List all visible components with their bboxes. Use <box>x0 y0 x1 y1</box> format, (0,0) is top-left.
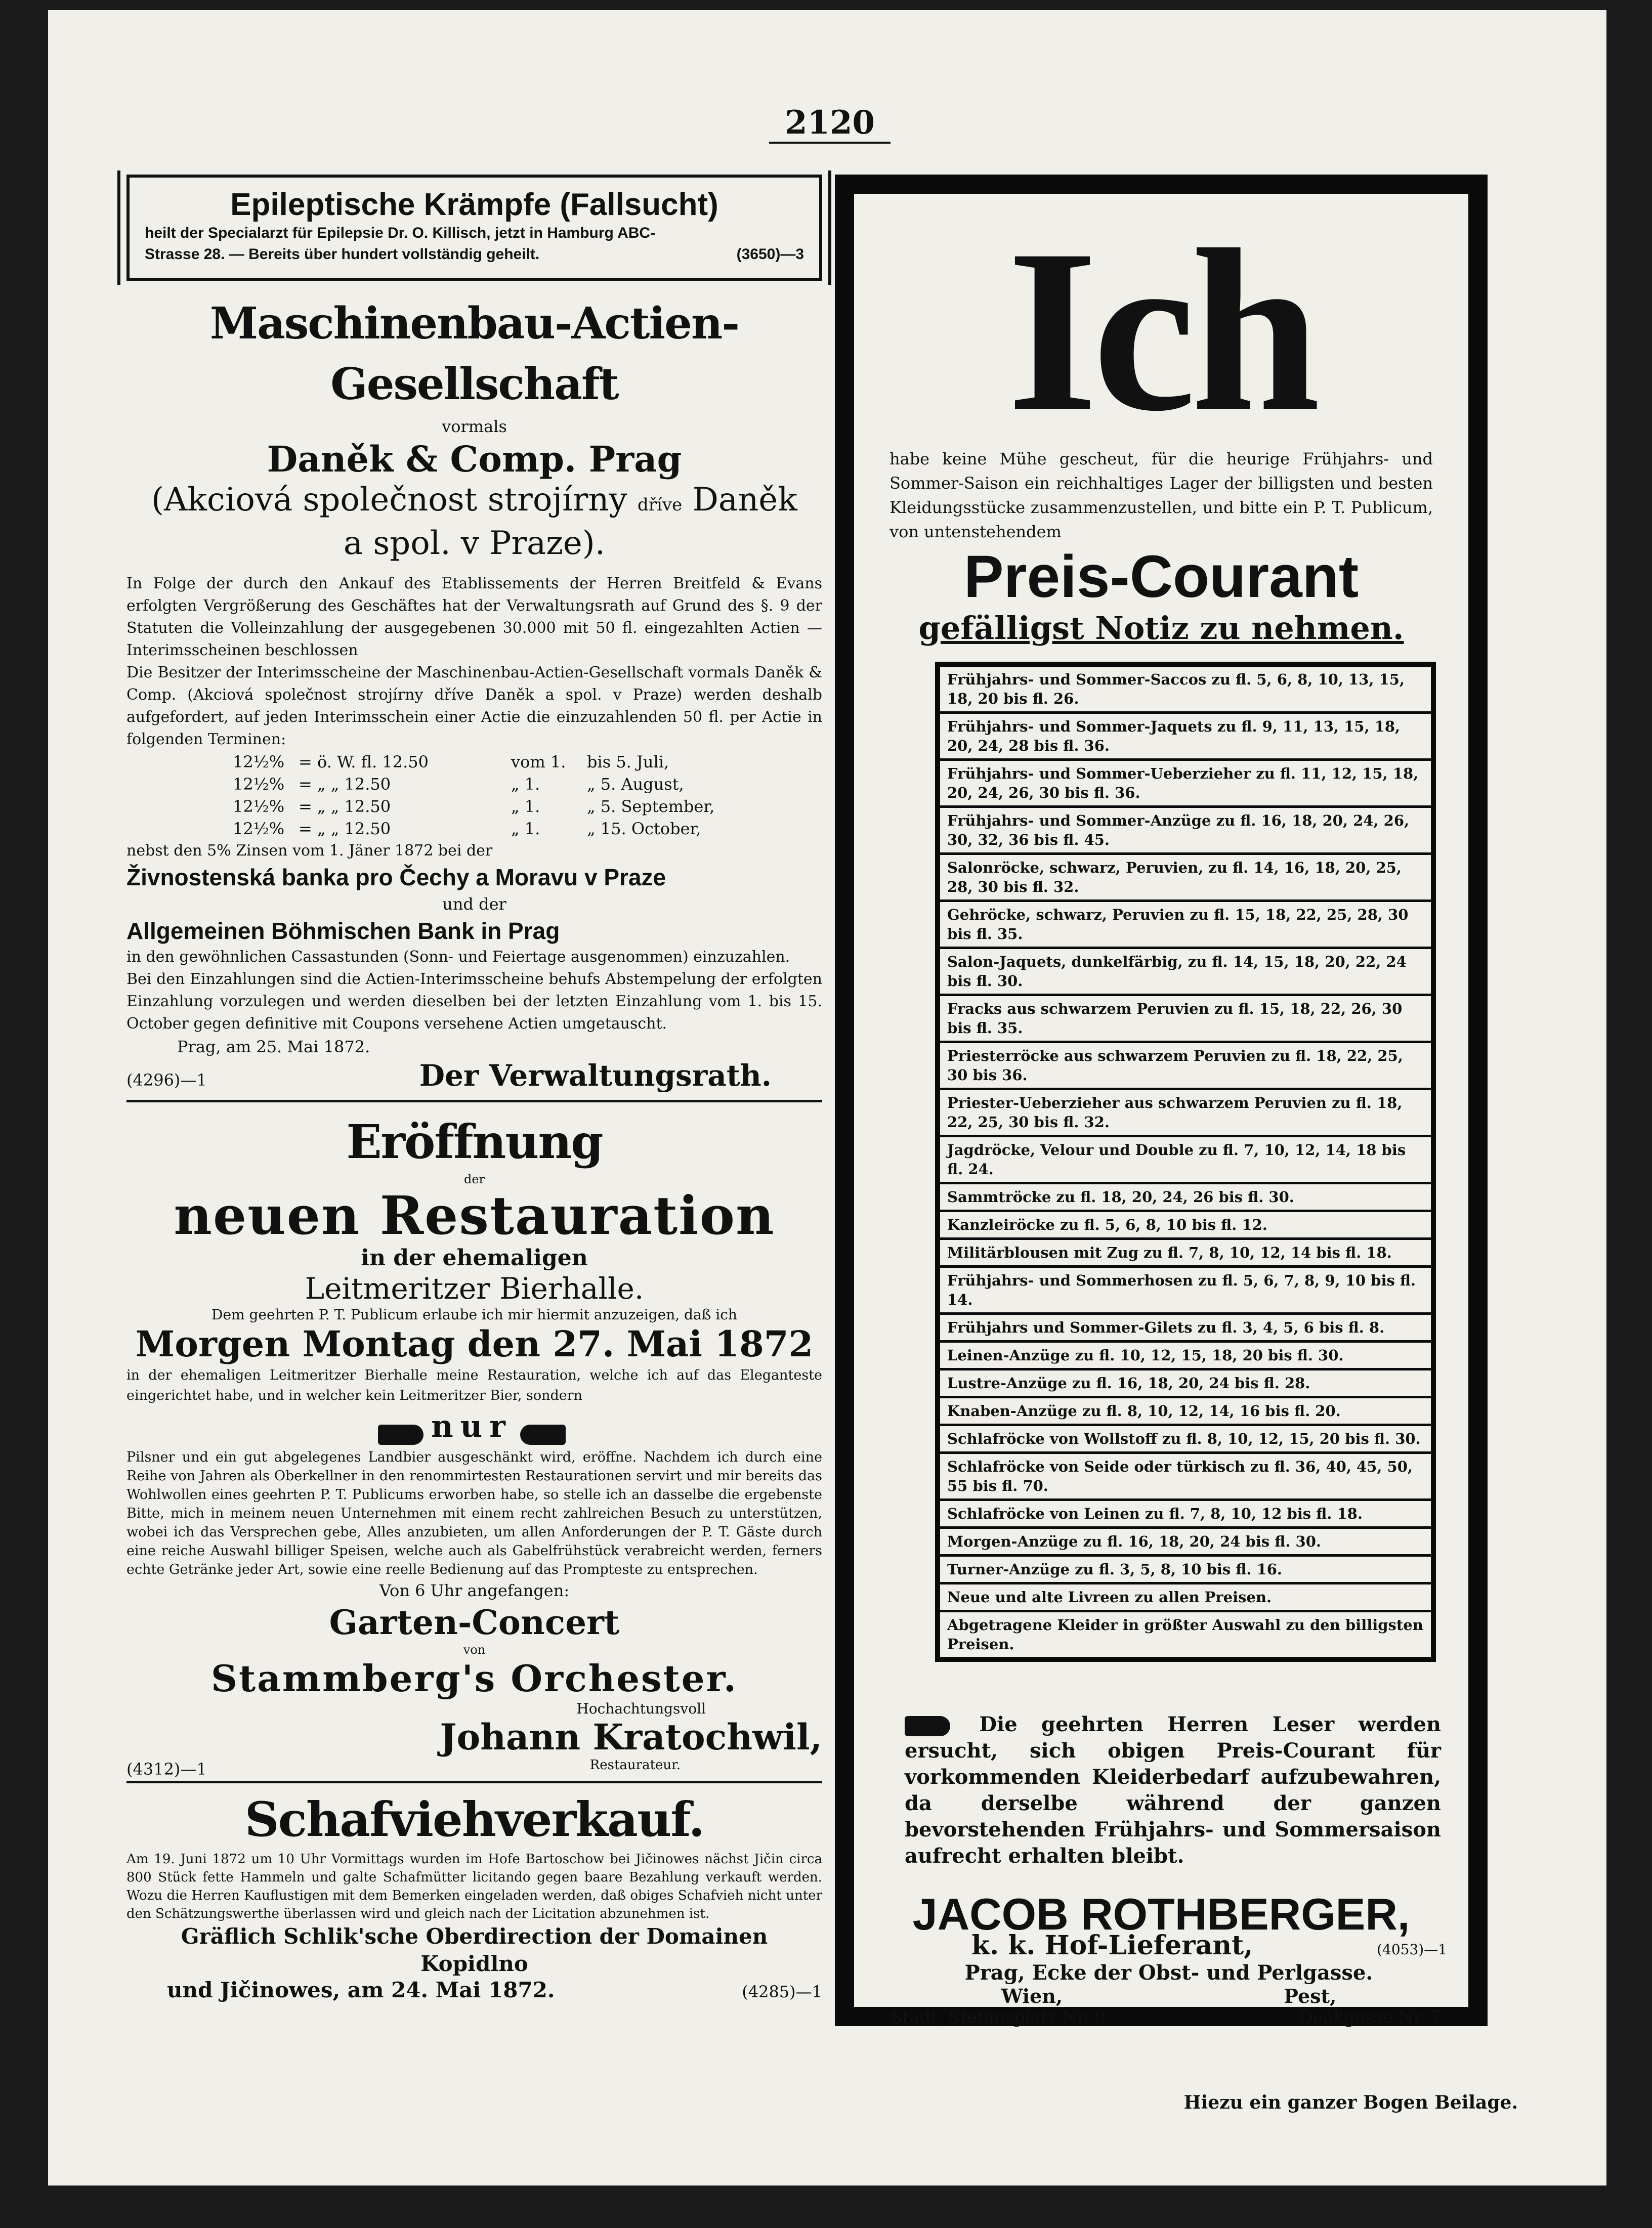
price-row: Lustre-Anzüge zu fl. 16, 18, 20, 24 bis fl. 28. <box>940 1370 1431 1398</box>
rate-pct: 12½% <box>233 775 285 794</box>
ad-machine-p1: In Folge der durch den Ankauf des Etablissements der Herren Breitfeld & Evans erfolgten Vergrößerung des Geschäftes hat der Verwaltungsrath auf Grund des §. 9 der Statuten die Volleinzahlung der ausgegebenen 30.000 mit 50 fl. eingezahlten Actien — Interimsscheinen beschlossen <box>126 575 822 659</box>
rate-row <box>233 751 822 773</box>
rate-from: vom 1. <box>511 752 566 772</box>
rate-pct: 12½% <box>233 819 285 838</box>
ad-restaurant-orchestra: Stammberg's Orchester. <box>211 1656 738 1700</box>
ad-clothes-address3: Deakgasse Nr. 7. <box>1299 2007 1447 2028</box>
ad-clothes-preis: Preis-Courant <box>963 543 1359 610</box>
ad-machine-vormals: vormals <box>442 417 507 436</box>
price-row: Schlafröcke von Leinen zu fl. 7, 8, 10, 12 bis fl. 18. <box>940 1501 1431 1529</box>
price-row: Neue und alte Livreen zu allen Preisen. <box>940 1584 1431 1612</box>
ad-restaurant-hochachtungsvoll: Hochachtungsvoll <box>576 1700 706 1717</box>
ad-sheep <box>126 1789 822 2003</box>
ad-machine <box>126 293 822 1093</box>
rate-row <box>233 773 822 795</box>
ad-restaurant-name: Johann Kratochwil, <box>440 1716 822 1758</box>
rate-amount: = „ „ 12.50 <box>299 819 391 838</box>
ad-restaurant-der: der <box>463 1172 485 1186</box>
divider <box>126 1100 822 1102</box>
ad-restaurant-line1: Dem geehrten P. T. Publicum erlaube ich mir hiermit anzuzeigen, daß ich <box>211 1306 737 1323</box>
ad-restaurant-nur-row <box>126 1409 822 1445</box>
rate-to: „ 5. September, <box>587 797 715 816</box>
ad-clothes-pest: Pest, <box>1284 1985 1337 2007</box>
price-row: Morgen-Anzüge zu fl. 16, 18, 20, 24 bis fl. 30. <box>940 1529 1431 1557</box>
ad-restaurant-title: Eröffnung <box>346 1115 603 1169</box>
ad-machine-czech1-row <box>126 481 822 524</box>
price-row: Frühjahrs- und Sommer-Jaquets zu fl. 9, 11, 13, 15, 18, 20, 24, 28 bis fl. 36. <box>940 714 1431 761</box>
rate-to: „ 5. August, <box>587 775 684 794</box>
ad-epilepsy-line2: Strasse 28. — Bereits über hundert vollständig geheilt. <box>145 246 540 263</box>
rate-pct: 12½% <box>233 797 285 816</box>
ad-restaurant-title2: neuen Restauration <box>174 1184 775 1247</box>
ad-restaurant-concert: Garten-Concert <box>329 1602 620 1642</box>
price-row: Priester-Ueberzieher aus schwarzem Peruvien zu fl. 18, 22, 25, 30 bis fl. 32. <box>940 1090 1431 1137</box>
ad-restaurant-body: Pilsner und ein gut abgelegenes Landbier ausgeschänkt wird, eröffne. Nachdem ich durch eine Reihe von Jahren als Oberkellner in den renommirtesten Restaurationen servirt und mir bereits das Wohlwollen eines geehrten P. T. Publicums erworben habe, so stelle ich an dasselbe die ergebenste Bitte, mich in meinem neuen Unternehmen mit einem recht zahlreichen Besuch zu unterstützen, wobei ich das Versprechen gebe, Alles anzubieten, um allen Anforderungen der P. T. Gäste durch eine reiche Auswahl billiger Speisen, welche auch als Gabelfrühstück verabreicht werden, ferners echte Getränke jeder Art, sowie eine reelle Bedienung auf das Prompteste zu entsprechen. <box>126 1449 822 1577</box>
ad-machine-czech2: a spol. v Praze). <box>343 525 606 562</box>
rate-to: „ 15. October, <box>587 819 701 838</box>
pointing-hand-icon <box>905 1716 950 1736</box>
ad-restaurant-time: Von 6 Uhr angefangen: <box>379 1580 570 1600</box>
ad-sheep-ref: (4285)—1 <box>742 1982 822 2001</box>
rate-from: „ 1. <box>511 797 540 816</box>
ad-sheep-signature-row <box>126 1978 822 2003</box>
ad-machine-und-der: und der <box>442 894 506 914</box>
rate-to: bis 5. Juli, <box>587 752 669 772</box>
ad-restaurant-sub1: in der ehemaligen <box>361 1245 588 1271</box>
price-row: Kanzleiröcke zu fl. 5, 6, 8, 10 bis fl. 12. <box>940 1212 1431 1240</box>
price-row: Abgetragene Kleider in größter Auswahl zu den billigsten Preisen. <box>947 1616 1423 1653</box>
ad-clothes-streets <box>891 2007 1447 2028</box>
ad-machine-signature: Der Verwaltungsrath. <box>419 1058 772 1093</box>
price-row: Schlafröcke von Wollstoff zu fl. 8, 10, 12, 15, 20 bis fl. 30. <box>940 1426 1431 1454</box>
ad-clothes <box>835 175 1488 2026</box>
ad-clothes-address1: Prag, Ecke der Obst- und Perlgasse. <box>964 1961 1373 1985</box>
ad-epilepsy-line1: heilt der Specialarzt für Epilepsie Dr. O. Killisch, jetzt in Hamburg ABC- <box>145 225 656 241</box>
rate-from: „ 1. <box>511 775 540 794</box>
ad-clothes-wien: Wien, <box>1001 1985 1063 2007</box>
ad-restaurant-date: Morgen Montag den 27. Mai 1872 <box>135 1323 814 1365</box>
price-row: Frühjahrs- und Sommer-Anzüge zu fl. 16, 18, 20, 24, 26, 30, 32, 36 bis fl. 45. <box>940 808 1431 855</box>
ad-clothes-cities <box>891 1985 1447 2007</box>
ad-restaurant-sub2: Leitmeritzer Bierhalle. <box>305 1271 644 1306</box>
rate-row <box>233 795 822 818</box>
price-row: Frühjahrs- und Sommer-Saccos zu fl. 5, 6, 8, 10, 13, 15, 18, 20 bis fl. 26. <box>940 667 1431 714</box>
ad-clothes-firm: JACOB ROTHBERGER, <box>912 1889 1410 1939</box>
price-row: Salon-Jaquets, dunkelfärbig, zu fl. 14, 15, 18, 20, 22, 24 bis fl. 30. <box>940 949 1431 996</box>
ad-restaurant-line2: in der ehemaligen Leitmeritzer Bierhalle meine Restauration, welche ich auf das Eleganteste eingerichtet habe, und in welcher kein Leitmeritzer Bier, sondern <box>126 1367 822 1403</box>
price-row: Jagdröcke, Velour und Double zu fl. 7, 10, 12, 14, 18 bis fl. 24. <box>940 1137 1431 1184</box>
divider <box>126 1781 822 1783</box>
ad-machine-date: Prag, am 25. Mai 1872. <box>177 1037 370 1056</box>
ad-machine-rates <box>233 751 822 840</box>
pointing-hand-icon <box>378 1425 423 1445</box>
ad-epilepsy-ref: (3650)—3 <box>736 246 804 263</box>
price-row: Schlafröcke von Seide oder türkisch zu fl. 36, 40, 45, 50, 55 bis fl. 70. <box>940 1454 1431 1501</box>
ad-epilepsy-title: Epileptische Krämpfe (Fallsucht) <box>230 187 718 222</box>
ad-machine-bank2: Allgemeinen Böhmischen Bank in Prag <box>126 918 560 944</box>
ad-clothes-title-row <box>891 1930 1447 1961</box>
rate-amount: = „ „ 12.50 <box>299 797 391 816</box>
ad-machine-p5: Bei den Einzahlungen sind die Actien-Interimsscheine behufs Abstempelung der erfolgten Einzahlung vorzulegen und werden dieselben bei der letzten Einzahlung vom 1. bis 15. October gegen definitive mit Coupons versehene Actien umgetauscht. <box>126 970 822 1033</box>
ad-machine-czech1: (Akciová společnost strojírny <box>151 481 627 519</box>
ad-restaurant <box>126 1111 822 1781</box>
ad-sheep-signature2: und Jičinowes, am 24. Mai 1872. <box>167 1977 555 2002</box>
ad-clothes-intro: habe keine Mühe gescheut, für die heurige Frühjahrs- und Sommer-Saison ein reichhaltiges Lager der billigsten und besten Kleidungsstücke zusammenzustellen, und bitte ein P. T. Publicum, von untenstehendem <box>889 449 1433 541</box>
price-row: Frühjahrs- und Sommer-Ueberzieher zu fl. 11, 12, 15, 18, 20, 24, 26, 30 bis fl. 36. <box>940 761 1431 808</box>
ad-machine-ref: (4296)—1 <box>126 1070 207 1090</box>
price-row: Salonröcke, schwarz, Peruvien, zu fl. 14, 16, 18, 20, 25, 28, 30 bis fl. 32. <box>940 855 1431 902</box>
price-row: Fracks aus schwarzem Peruvien zu fl. 15, 18, 22, 26, 30 bis fl. 35. <box>940 996 1431 1043</box>
ad-machine-signature-row <box>126 1058 822 1093</box>
ad-restaurant-von: von <box>463 1642 486 1657</box>
price-row: Turner-Anzüge zu fl. 3, 5, 8, 10 bis fl. 16. <box>940 1557 1431 1584</box>
price-row: Sammtröcke zu fl. 18, 20, 24, 26 bis fl. 30. <box>940 1184 1431 1212</box>
price-table <box>935 662 1436 1662</box>
rate-amount: = ö. W. fl. 12.50 <box>299 752 429 772</box>
footer-note: Hiezu ein ganzer Bogen Beilage. <box>1183 2092 1518 2113</box>
ad-machine-drive: dříve <box>638 495 683 515</box>
ad-clothes-address <box>891 1930 1447 2028</box>
ad-sheep-body: Am 19. Juni 1872 um 10 Uhr Vormittags wurden im Hofe Bartoschow bei Jičinowes nächst Jičin circa 800 Stück fette Hammeln und galte Schafmütter licitando gegen baare Bezahlung verkauft werden. Wozu die Herren Kauflustigen mit dem Bemerken eingeladen werden, daß obiges Schafvieh nicht unter den Schätzungswerthe überlassen wird und gleich nach der Licitation abzunehmen ist. <box>126 1851 822 1921</box>
ad-clothes-notice-block <box>905 1711 1441 1869</box>
price-row: Knaben-Anzüge zu fl. 8, 10, 12, 14, 16 bis fl. 20. <box>940 1398 1431 1426</box>
rate-row <box>233 818 822 840</box>
ad-restaurant-ref-row <box>126 1758 822 1781</box>
ad-restaurant-ref: (4312)—1 <box>126 1759 207 1779</box>
rate-from: „ 1. <box>511 819 540 838</box>
price-row: Gehröcke, schwarz, Peruvien zu fl. 15, 18, 22, 25, 28, 30 bis fl. 35. <box>940 902 1431 949</box>
rate-amount: = „ „ 12.50 <box>299 775 391 794</box>
ad-clothes-ref: (4053)—1 <box>1377 1941 1447 1958</box>
ad-machine-company: Daněk & Comp. Prag <box>267 438 682 480</box>
ad-machine-title: Maschinenbau-Actien-Gesellschaft <box>209 298 739 410</box>
price-row: Frühjahrs und Sommer-Gilets zu fl. 3, 4, 5, 6 bis fl. 8. <box>940 1315 1431 1343</box>
ad-machine-p3: nebst den 5% Zinsen vom 1. Jäner 1872 bei der <box>126 842 493 860</box>
price-row: Frühjahrs- und Sommerhosen zu fl. 5, 6, 7, 8, 9, 10 bis fl. 14. <box>940 1268 1431 1315</box>
ad-sheep-title: Schafviehverkauf. <box>244 1791 704 1848</box>
ad-machine-czech1b: Daněk <box>692 481 797 519</box>
ad-clothes-headline: Ich <box>1007 201 1316 459</box>
ad-epilepsy-line2-row <box>145 244 804 265</box>
ad-restaurant-role: Restaurateur. <box>589 1757 681 1773</box>
page-number: 2120 <box>769 104 891 144</box>
ad-sheep-signature1: Gräflich Schlik'sche Oberdirection der Domainen Kopidlno <box>181 1923 768 1976</box>
rate-pct: 12½% <box>233 752 285 772</box>
ad-clothes-notice: Die geehrten Herren Leser werden ersucht, sich obigen Preis-Courant für vorkommenden Kleiderbedarf aufzubewahren, da derselbe während der ganzen bevorstehenden Frühjahrs- und Sommersaison aufrecht erhalten bleibt. <box>905 1712 1441 1868</box>
ad-machine-p4: in den gewöhnlichen Cassastunden (Sonn- und Feiertage ausgenommen) einzuzahlen. <box>126 948 790 966</box>
ad-clothes-address2: Stadt, Stefansplatz Nr. 9. <box>891 2007 1111 2028</box>
price-row: Priesterröcke aus schwarzem Peruvien zu fl. 18, 22, 25, 30 bis 36. <box>940 1043 1431 1090</box>
ad-machine-bank1: Živnostenská banka pro Čechy a Moravu v Praze <box>126 864 666 890</box>
ad-machine-p2: Die Besitzer der Interimsscheine der Maschinenbau-Actien-Gesellschaft vormals Daněk & Comp. (Akciová společnost strojírny dříve Daněk a spol. v Praze) werden deshalb aufgefordert, auf jeden Interimsschein einer Actie die einzuzahlenden 50 fl. per Actie in folgenden Terminen: <box>126 664 822 748</box>
left-column <box>126 175 822 2003</box>
price-row: Leinen-Anzüge zu fl. 10, 12, 15, 18, 20 bis fl. 30. <box>940 1343 1431 1370</box>
ad-restaurant-nur: nur <box>431 1409 513 1444</box>
ad-clothes-notiz: gefälligst Notiz zu nehmen. <box>918 610 1404 647</box>
pointing-hand-icon <box>520 1425 566 1445</box>
ad-clothes-title: k. k. Hof-Lieferant, <box>971 1930 1253 1961</box>
price-row: Militärblousen mit Zug zu fl. 7, 8, 10, 12, 14 bis fl. 18. <box>940 1240 1431 1268</box>
ad-epilepsy <box>126 175 822 281</box>
